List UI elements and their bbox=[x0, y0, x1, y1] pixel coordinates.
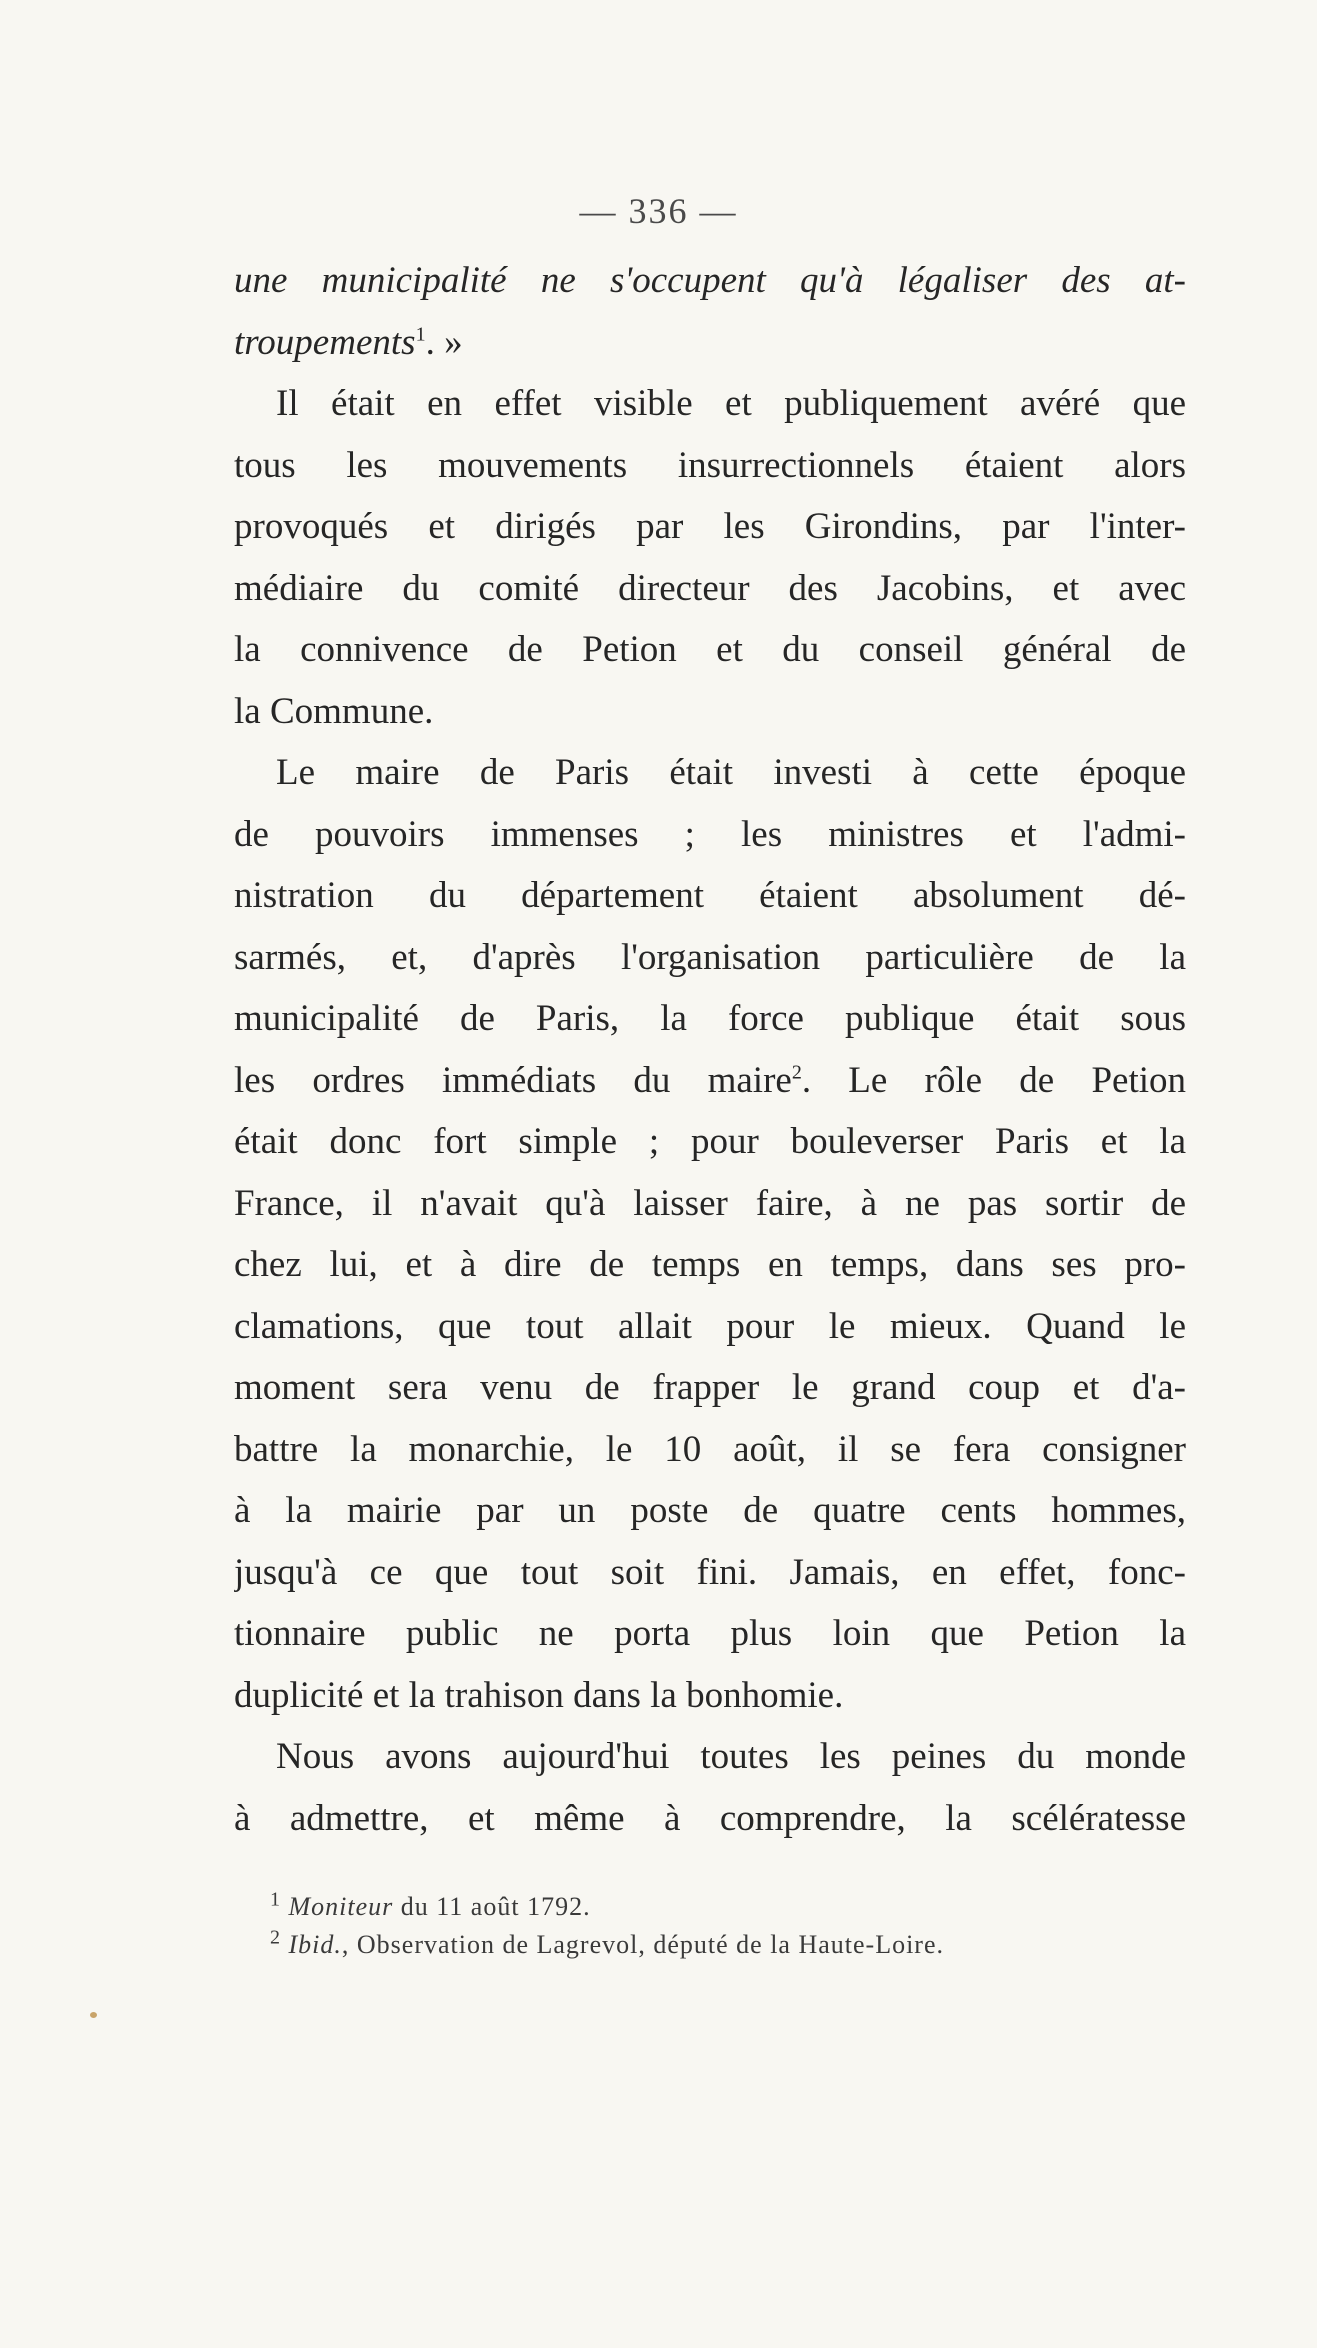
text-run: tous les mouvements insurrectionnels étaient alors bbox=[234, 444, 1186, 486]
text-run: tionnaire public ne porta plus loin que Petion la bbox=[234, 1613, 1186, 1654]
text-line bbox=[234, 988, 1186, 1050]
text-line bbox=[234, 1603, 1186, 1665]
page-number: — 336 — bbox=[579, 191, 738, 231]
text-line bbox=[234, 804, 1186, 866]
text-line bbox=[234, 742, 1186, 804]
footnote bbox=[270, 1926, 1186, 1964]
text-line bbox=[234, 1050, 1186, 1112]
text-run: municipalité de Paris, la force publique était sous bbox=[234, 998, 1186, 1039]
text-line bbox=[234, 496, 1186, 558]
paper-speck bbox=[90, 2012, 97, 2018]
text-run: Le maire de Paris était investi à cette époque bbox=[276, 752, 1186, 793]
text-line bbox=[234, 865, 1186, 927]
text-run: nistration du département étaient absolument dé- bbox=[234, 875, 1186, 916]
text-line bbox=[234, 1173, 1186, 1235]
text-line bbox=[234, 373, 1186, 435]
text-run: médiaire du comité directeur des Jacobins, et avec bbox=[234, 567, 1186, 609]
text-line bbox=[234, 312, 1186, 374]
text-run: provoqués et dirigés par les Girondins, par l'inter- bbox=[234, 506, 1186, 547]
footnote bbox=[270, 1888, 1186, 1926]
text-run: . Le rôle de Petion bbox=[801, 1059, 1186, 1101]
text-line bbox=[234, 1542, 1186, 1604]
text-line bbox=[234, 927, 1186, 989]
text-run: la connivence de Petion et du conseil général de bbox=[234, 629, 1186, 670]
footnote-marker: 1 bbox=[270, 1888, 281, 1911]
text-run: Nous avons aujourd'hui toutes les peines du monde bbox=[276, 1736, 1186, 1777]
text-run: à la mairie par un poste de quatre cents hommes, bbox=[234, 1490, 1186, 1531]
footnote-ref: 1 bbox=[415, 323, 426, 346]
text-run: clamations, que tout allait pour le mieux. Quand le bbox=[234, 1305, 1186, 1347]
text-run: Il était en effet visible et publiquement avéré que bbox=[276, 383, 1186, 424]
text-run: France, il n'avait qu'à laisser faire, à ne pas sortir de bbox=[234, 1182, 1186, 1224]
text-run: battre la monarchie, le 10 août, il se fera consigner bbox=[234, 1428, 1186, 1470]
text-run: chez lui, et à dire de temps en temps, dans ses pro- bbox=[234, 1244, 1186, 1285]
footnotes bbox=[270, 1888, 1186, 1964]
text-run: jusqu'à ce que tout soit fini. Jamais, en effet, fonc- bbox=[234, 1551, 1186, 1593]
text-line bbox=[234, 1296, 1186, 1358]
text-line bbox=[234, 1357, 1186, 1419]
footnote-text: du 11 août 1792. bbox=[393, 1892, 591, 1921]
text-run: sarmés, et, d'après l'organisation particulière de la bbox=[234, 936, 1186, 978]
text-line bbox=[234, 1480, 1186, 1542]
footnote-ref: 2 bbox=[791, 1061, 802, 1084]
text-line bbox=[234, 1419, 1186, 1481]
text-line bbox=[234, 619, 1186, 681]
text-run: de pouvoirs immenses ; les ministres et l'admi- bbox=[234, 813, 1186, 855]
text-line bbox=[234, 435, 1186, 497]
text-line bbox=[234, 681, 1186, 743]
footnote-text: , Observation de Lagrevol, député de la Haute-Loire. bbox=[341, 1930, 945, 1959]
text-line bbox=[234, 250, 1186, 312]
body-text bbox=[234, 250, 1186, 1849]
text-line bbox=[234, 1111, 1186, 1173]
footnote-source: Ibid. bbox=[288, 1930, 342, 1959]
italic-run: une municipalité ne s'occupent qu'à légaliser des at- bbox=[234, 260, 1186, 301]
text-run: les ordres immédiats du maire bbox=[234, 1059, 792, 1101]
text-line bbox=[234, 1726, 1186, 1788]
text-line bbox=[234, 1788, 1186, 1850]
footnote-source: Moniteur bbox=[288, 1892, 394, 1921]
text-run: duplicité et la trahison dans la bonhomie. bbox=[234, 1674, 844, 1716]
text-run: . » bbox=[425, 321, 463, 363]
footnote-marker: 2 bbox=[270, 1926, 281, 1949]
text-run: était donc fort simple ; pour bouleverser Paris et la bbox=[234, 1121, 1186, 1162]
text-line bbox=[234, 1665, 1186, 1727]
text-line bbox=[234, 1234, 1186, 1296]
italic-run: troupements bbox=[234, 321, 416, 363]
text-line bbox=[234, 558, 1186, 620]
text-run: à admettre, et même à comprendre, la scélératesse bbox=[234, 1797, 1186, 1839]
text-run: la Commune. bbox=[234, 690, 434, 732]
text-run: moment sera venu de frapper le grand coup et d'a- bbox=[234, 1367, 1186, 1408]
